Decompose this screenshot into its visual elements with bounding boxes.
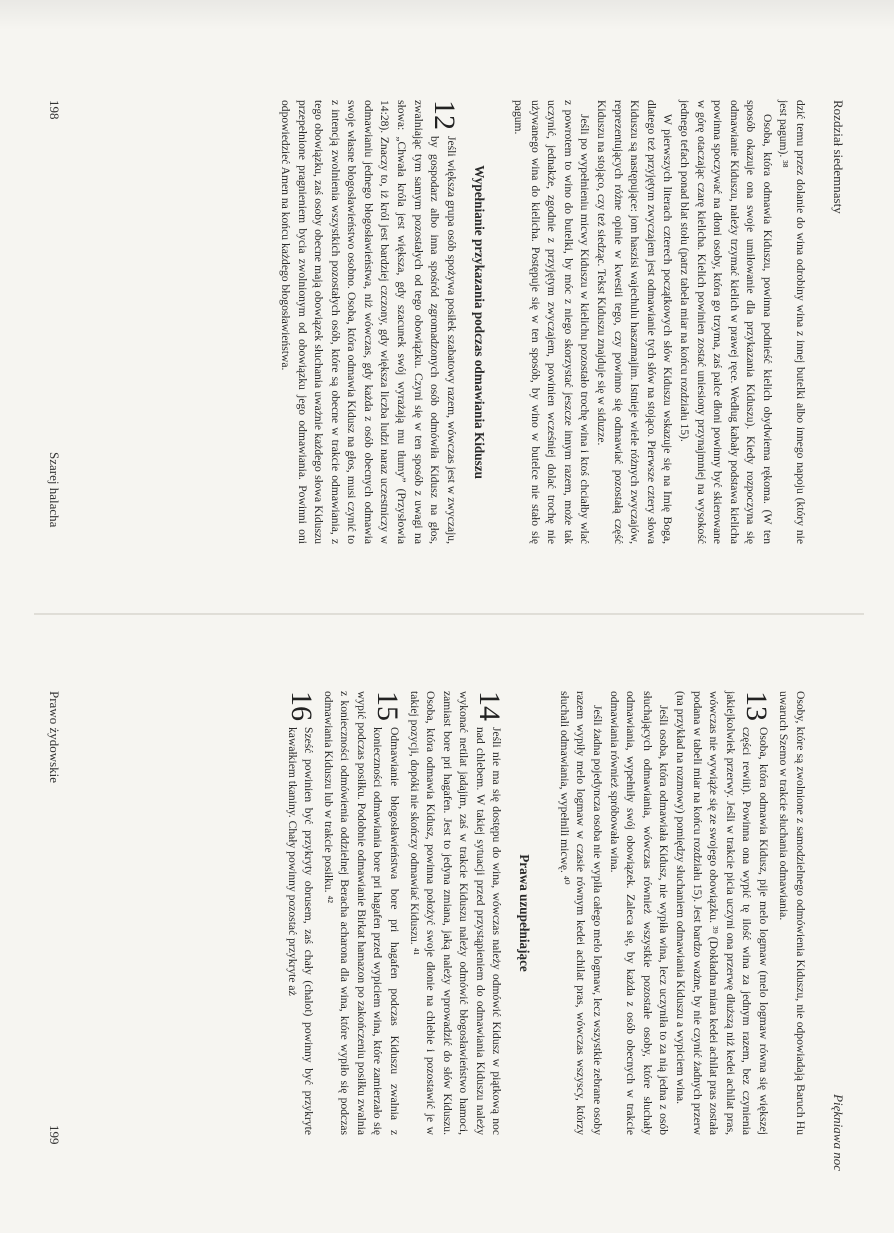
numbered-paragraph (405, 691, 507, 1135)
page-number: 199 (47, 1125, 62, 1145)
right-text-block (283, 691, 808, 1135)
left-page (0, 0, 894, 616)
paragraph-text: Odmawianie błogosławieństwa bore pri hagafen podczas Kiduszu zwalnia z konieczności odmawiania bore pri hagafen przed wypiciem wina, które zamierzało się wypić podczas posiłku. Podobnie odmawianie Birkat hamazon po zakończeniu posiłku zwalnia z konieczności odmówienia oddzielnej Beracha acharona dla wina, które wypiło się podczas odmawiania Kiduszu lub w trakcie posiłku. ⁴² (321, 691, 401, 1135)
paragraph-number: 16 (285, 691, 319, 721)
paragraph-number: 14 (473, 691, 507, 721)
paragraph: Jeśli żadna pojedyncza osoba nie wypiła całego melo logmaw, lecz wszystkie zebrane osoby razem wypiły melo logmaw w czasie równym kedei achilat pras, wówczas wszyscy, którzy słuchali odmawiania, wypełnili micwę. ⁴⁰ (557, 691, 605, 1135)
page-number: 198 (47, 100, 62, 120)
paragraph: W pierwszych literach czterech początkowych słów Kiduszu wskazuje się na Imię Boga, dlatego też przyjętym zwyczajem jest odmawianie tych słów na stojąco. Pierwsze cztery słowa Kiduszu są następujące: jom haszisi wajechulu haszamajim. Istnieje wiele różnych zwyczajów, reprezentujących różne opinie w kwestii tego, czy powinno się odmawiać pozostałą część Kiduszu na stojąco, czy też siedząc. Tekst Kiduszu znajduje się w siduzze. (595, 100, 675, 544)
section-heading: Prawa uzupełniające (517, 854, 533, 972)
paragraph-text: Sześć powinien być przykryty obrusem, zaś chały (chalot) powinny być przykryte kawałkiem tkaniny. Chały powinny pozostać przykryte aż (285, 727, 316, 1135)
footer-title: Szarej halacha (47, 452, 62, 528)
section-heading: Wypełnianie przykazania podczas odmawiania Kiduszu (471, 165, 487, 479)
numbered-paragraph (283, 691, 319, 1135)
running-head: Rozdział siedemnasty (831, 100, 846, 214)
paragraph: dzić temu przez dolanie do wina odrobiny wina z innej butelki albo innego napoju (który nie jest pagum). ³⁸ (777, 100, 807, 544)
left-text-block (276, 100, 808, 544)
paragraph-text: Jeśli większa grupa osób spożywa posiłek szabatowy razem, wówczas jest w zwyczaju, by gospodarz albo inna spośród zgromadzonych osób odmówiła Kidusz na głos, zwalniając tym samym pozostałych od tego obowiązku. Czyni się w ten sposób z uwagi na słowa: „Chwała króla jest większa, gdy szacunek swój wyrażają mu tłumy” (Przysłowia 14:28). Znaczy to, iż król jest bardziej czczony, gdy większa liczba ludzi naraz uczestniczy w odmawianiu jednego błogosławieństwa, niż wówczas, gdy każda z osób obecnych odmawia swoje własne błogosławieństwo osobno. Osoba, która odmawia Kidusz na głos, musi czynić to z intencją zwolnienia wszystkich pozostałych osób, które są obecne w trakcie odmawiania, z tego obowiązku, zaś osoby obecne mają obowiązek słuchania uważnie każdego słowa Kiduszu przepełnione pragnieniem bycia zwolnionym od obowiązku jego odmawiania. Powinni oni odpowiedzieć Amen na końcu każdego błogosławieństwa. (278, 100, 458, 544)
numbered-paragraph (671, 691, 773, 1135)
paragraph: Osoba, która odmawia Kiduszu, powinna podnieść kielich obydwiema rękoma. (W ten sposób okazuje ona swoje umiłowanie dla przykazania Kiduszu). Kiedy rozpoczyna się odmawianie Kiduszu, należy trzymać kielich w prawej ręce. Według kabały podstawa kielicha powinna spoczywać na dłoni osoby, która go trzyma, zaś palce dłoni powinny być skierowane w górę otaczając czarę kielicha. Kielich powinien zostać uniesiony przynajmniej na wysokość jednego tefach ponad blat stołu (patrz tabela miar na końcu rozdziału 15). (677, 100, 774, 544)
paragraph-number: 12 (427, 100, 461, 130)
running-head: Piękniawa noc (831, 1094, 846, 1171)
footer-title: Prawo żydowskie (47, 691, 62, 784)
paragraph: Osoby, które są zwolnione z samodzielnego odmówienia Kiduszu, nie odpowiadają Baruch Hu uwaruch Szemo w trakcie słuchania odmawiania. (777, 691, 807, 1135)
numbered-paragraph (319, 691, 402, 1135)
numbered-paragraph (276, 100, 461, 544)
paragraph-number: 13 (739, 691, 773, 721)
paragraph-number: 15 (370, 691, 404, 721)
right-page (0, 617, 894, 1233)
paragraph-text: Osoba, która odmawia Kidusz, pije melo logmaw (melo logmaw równa się większej części rewiit). Powinna ona wypić tę ilość wina za jednym razem, bez czynienia jakiejkolwiek przerwy. Jeśli w trakcie picia uczyni ona przerwę dłuższą niż kedei achilat pras, wówczas nie wywiąże się ze swojego obowiązku. ³⁹ (Dokładna miara kedei achilat pras została podana w tabeli miar na końcu rozdziału 15). Jest bardzo ważne, by nie czynić żadnych przerw (na przykład na rozmowy) pomiędzy słuchaniem odmawiania Kiduszu a wypiciem wina. (673, 691, 770, 1135)
paragraph-text: Jeśli nie ma się dostępu do wina, wówczas należy odmówić Kidusz w piątkową noc nad chlebem. W takiej sytuacji przed przystąpieniem do odmawiania Kiduszu należy wykonać netilat jadajim, zaś w trakcie Kiduszu należy odmówić błogosławieństwo hamoci, zamiast bore pri hagafen. Jest to jedyna zmiana, jaką należy wprowadzić do słów Kiduszu. Osoba, która odmawia Kidusz, powinna położyć swoje dłonie na chlebie i pozostawić je w takiej pozycji, dopóki nie skończy odmawiać Kiduszu. ⁴¹ (407, 691, 504, 1135)
paragraph: Jeśli po wypełnieniu micwy Kiduszu w kielichu pozostało trochę wina i ktoś chciałby wlać z powrotem to wino do butelki, by móc z niego skorzystać jeszcze innym razem, może tak uczynić, jednakże, zgodnie z przyjętym zwyczajem, powinien wcześniej dolać trochę nie używanego wina do kielicha. Postępuje się w ten sposób, by wino w butelce nie stało się pagum. (512, 100, 592, 544)
paragraph: Jeśli osoba, która odmawiała Kidusz, nie wypiła wina, lecz uczyniła to za nią jedna z osób słuchających odmawiania, wówczas również wszystkie pozostałe osoby, które słuchały odmawiania, wypełniły swój obowiązek. Zaleca się, by każda z osób obecnych w trakcie odmawiania również spróbowała wina. (607, 691, 671, 1135)
